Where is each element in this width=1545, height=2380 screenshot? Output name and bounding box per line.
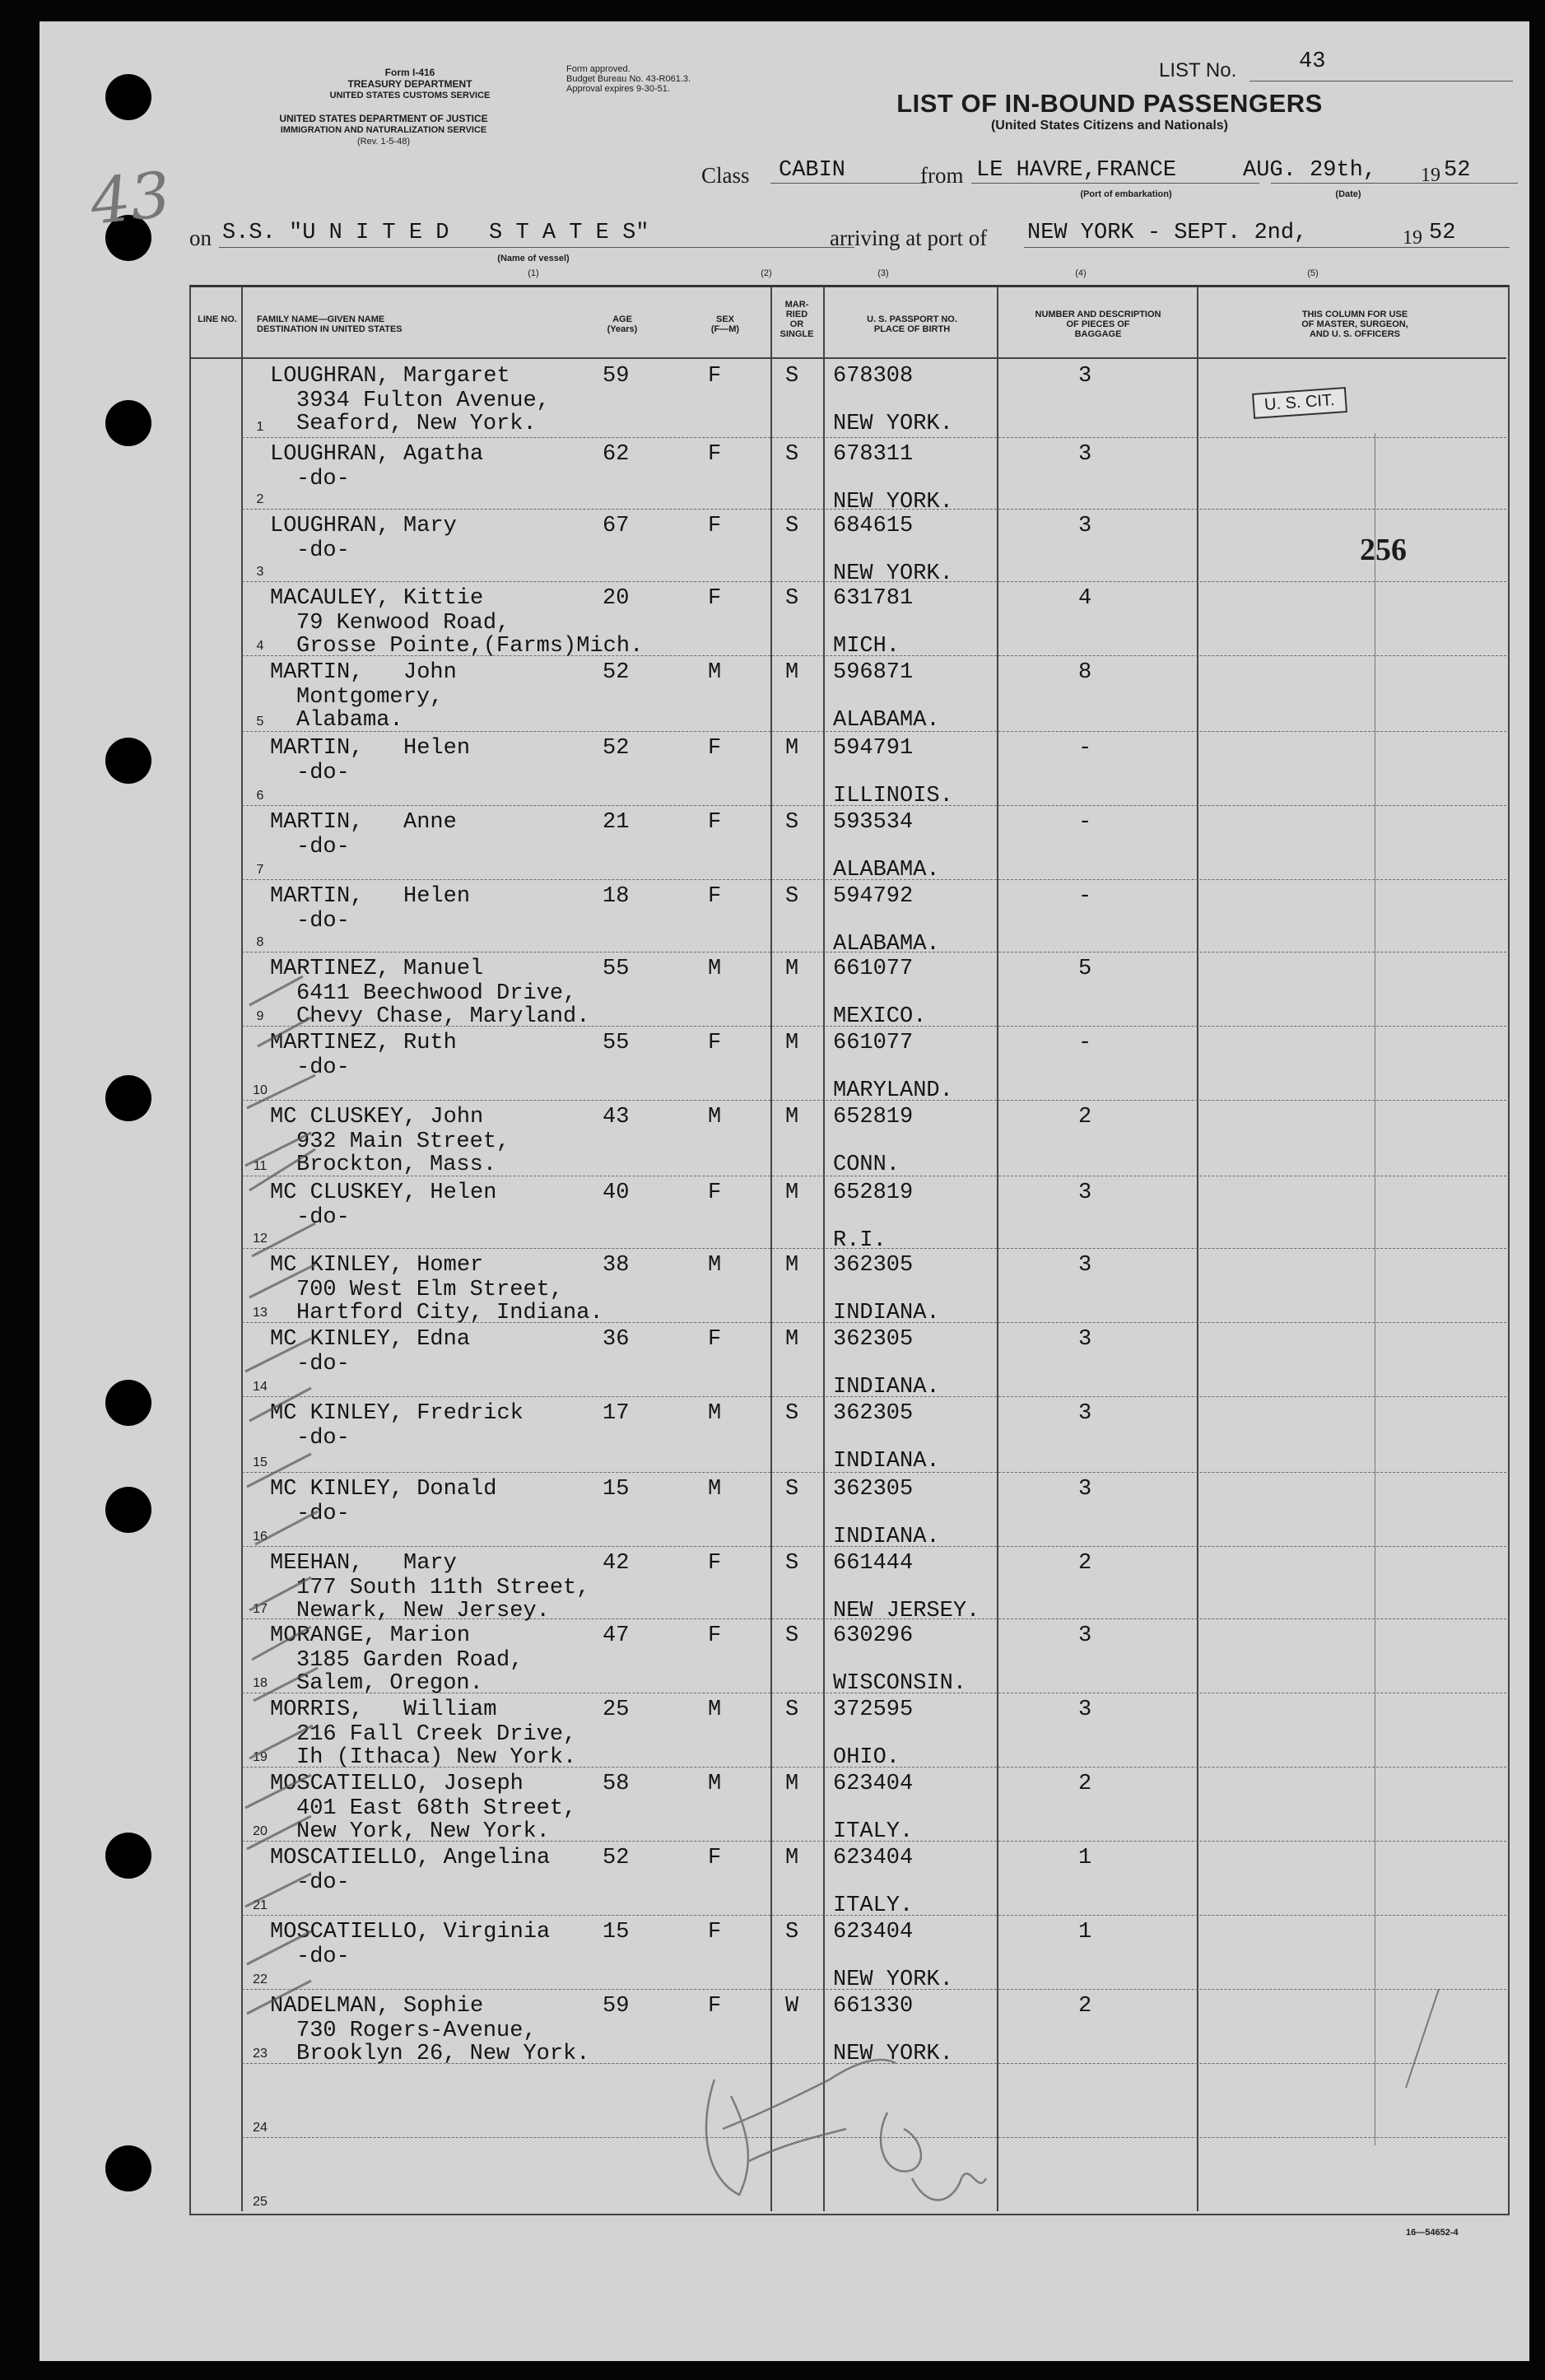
sex: F <box>708 736 722 761</box>
sex: M <box>708 1401 722 1426</box>
passenger-name: MORANGE, Marion <box>270 1623 471 1648</box>
line-number: 18 <box>253 1676 268 1690</box>
passenger-name: MOSCATIELLO, Virginia <box>270 1920 551 1945</box>
line-number: 20 <box>253 1824 268 1838</box>
date-caption: (Date) <box>1335 189 1361 199</box>
passport-number: 623404 <box>833 1920 914 1945</box>
line-number: 16 <box>253 1530 268 1544</box>
destination-line-1: -do- <box>296 1426 350 1451</box>
on-label: on <box>189 226 212 250</box>
passport-number: 362305 <box>833 1401 914 1426</box>
destination-line-1: -do- <box>296 538 350 563</box>
age: 62 <box>603 442 630 467</box>
age: 42 <box>603 1551 630 1576</box>
passenger-name: MOSCATIELLO, Angelina <box>270 1846 551 1870</box>
passenger-name: MARTINEZ, Ruth <box>270 1031 457 1055</box>
baggage-count: 2 <box>1078 1551 1092 1576</box>
passenger-name: NADELMAN, Sophie <box>270 1994 484 2019</box>
destination-line-2: Salem, Oregon. <box>296 1671 483 1696</box>
age: 59 <box>603 1994 630 2019</box>
line-number: 12 <box>253 1232 268 1246</box>
baggage-count: 3 <box>1078 514 1092 538</box>
destination-line-1: -do- <box>296 1205 350 1230</box>
destination-line-1: 3185 Garden Road, <box>296 1648 524 1673</box>
place-of-birth: INDIANA. <box>833 1301 940 1325</box>
age: 21 <box>603 810 630 835</box>
destination-line-2: Hartford City, Indiana. <box>296 1301 603 1325</box>
marital-status: S <box>785 1920 799 1945</box>
arrival-port: NEW YORK - SEPT. 2nd, <box>1027 221 1308 245</box>
passenger-name: MC CLUSKEY, John <box>270 1105 484 1129</box>
marital-status: W <box>785 1994 799 2019</box>
age: 25 <box>603 1698 630 1722</box>
place-of-birth: NEW YORK. <box>833 1968 953 1992</box>
place-of-birth: ALABAMA. <box>833 708 940 733</box>
sex: F <box>708 1623 722 1648</box>
age: 40 <box>603 1181 630 1205</box>
year-value: 52 <box>1444 158 1471 183</box>
marital-status: S <box>785 442 799 467</box>
passport-number: 661077 <box>833 1031 914 1055</box>
line-number: 14 <box>253 1380 268 1394</box>
marital-status: M <box>785 1846 799 1870</box>
baggage-count: - <box>1078 810 1092 835</box>
destination-line-1: 700 West Elm Street, <box>296 1278 564 1302</box>
handwritten-signature <box>706 2060 986 2200</box>
passport-number: 372595 <box>833 1698 914 1722</box>
line-number: 21 <box>253 1898 268 1912</box>
class-label: Class <box>701 163 750 188</box>
destination-line-2: Alabama. <box>296 708 403 733</box>
sex: F <box>708 884 722 909</box>
baggage-count: 3 <box>1078 1401 1092 1426</box>
passenger-name: MARTIN, Helen <box>270 736 471 761</box>
column-2-caption: (2) <box>761 268 772 278</box>
place-of-birth: NEW YORK. <box>833 412 953 436</box>
header-sex: SEX (F—M) <box>710 314 740 334</box>
age: 67 <box>603 514 630 538</box>
place-of-birth: WISCONSIN. <box>833 1671 967 1696</box>
baggage-count: 1 <box>1078 1846 1092 1870</box>
arrival-year-prefix: 19 <box>1403 227 1422 249</box>
sex: M <box>708 957 722 981</box>
passport-number: 652819 <box>833 1105 914 1129</box>
destination-line-1: 932 Main Street, <box>296 1129 510 1154</box>
age: 20 <box>603 586 630 611</box>
year-prefix: 19 <box>1421 165 1440 186</box>
destination-line-1: 6411 Beechwood Drive, <box>296 981 577 1006</box>
passport-number: 594792 <box>833 884 914 909</box>
marital-status: M <box>785 1181 799 1205</box>
age: 38 <box>603 1253 630 1278</box>
passport-number: 623404 <box>833 1846 914 1870</box>
place-of-birth: CONN. <box>833 1153 900 1177</box>
passenger-name: MC KINLEY, Edna <box>270 1327 471 1352</box>
marital-status: S <box>785 364 799 389</box>
sex: M <box>708 1698 722 1722</box>
baggage-count: 4 <box>1078 586 1092 611</box>
sex: F <box>708 586 722 611</box>
passport-number: 596871 <box>833 660 914 685</box>
place-of-birth: MICH. <box>833 634 900 659</box>
passport-number: 623404 <box>833 1772 914 1796</box>
place-of-birth: INDIANA. <box>833 1449 940 1474</box>
line-number: 9 <box>256 1009 264 1023</box>
line-number: 3 <box>256 565 264 579</box>
destination-line-1: -do- <box>296 835 350 859</box>
marital-status: M <box>785 957 799 981</box>
passenger-name: MC KINLEY, Donald <box>270 1477 497 1502</box>
passport-number: 593534 <box>833 810 914 835</box>
line-number: 23 <box>253 2047 268 2061</box>
passenger-name: LOUGHRAN, Mary <box>270 514 457 538</box>
class-value: CABIN <box>779 158 846 183</box>
marital-status: M <box>785 660 799 685</box>
age: 18 <box>603 884 630 909</box>
passport-number: 684615 <box>833 514 914 538</box>
form-number: Form I-416 <box>384 67 435 78</box>
baggage-count: 3 <box>1078 1698 1092 1722</box>
line-number: 6 <box>256 789 264 803</box>
place-of-birth: ITALY. <box>833 1893 914 1918</box>
header-age: AGE (Years) <box>607 314 638 334</box>
baggage-count: - <box>1078 736 1092 761</box>
destination-line-2: Brockton, Mass. <box>296 1153 497 1177</box>
passport-number: 661444 <box>833 1551 914 1576</box>
list-number-label: LIST No. <box>1159 59 1237 82</box>
header-baggage: NUMBER AND DESCRIPTION OF PIECES OF BAGGAGE <box>1035 310 1161 339</box>
approved-label: Form approved. <box>566 64 631 74</box>
place-of-birth: NEW JERSEY. <box>833 1599 980 1623</box>
age: 47 <box>603 1623 630 1648</box>
from-label: from <box>920 163 964 188</box>
passport-number: 631781 <box>833 586 914 611</box>
place-of-birth: MEXICO. <box>833 1004 927 1029</box>
header-officers: THIS COLUMN FOR USE OF MASTER, SURGEON, AND U. S. OFFICERS <box>1301 310 1408 339</box>
age: 52 <box>603 660 630 685</box>
treasury-label: TREASURY DEPARTMENT <box>347 78 472 90</box>
passenger-name: MARTIN, John <box>270 660 457 685</box>
place-of-birth: OHIO. <box>833 1745 900 1770</box>
baggage-count: 3 <box>1078 1477 1092 1502</box>
passenger-name: MARTIN, Helen <box>270 884 471 909</box>
destination-line-1: 401 East 68th Street, <box>296 1796 577 1821</box>
age: 55 <box>603 957 630 981</box>
passenger-name: MC KINLEY, Fredrick <box>270 1401 524 1426</box>
manifest-sheet <box>40 21 1529 2361</box>
passport-number: 678308 <box>833 364 914 389</box>
line-number: 1 <box>256 420 264 434</box>
marital-status: S <box>785 884 799 909</box>
header-passport: U. S. PASSPORT NO. PLACE OF BIRTH <box>867 314 957 334</box>
line-number: 11 <box>253 1159 268 1173</box>
header-name: FAMILY NAME—GIVEN NAME DESTINATION IN UNITED STATES <box>257 314 403 334</box>
marital-status: S <box>785 1623 799 1648</box>
sex: F <box>708 1031 722 1055</box>
baggage-count: - <box>1078 1031 1092 1055</box>
destination-line-1: -do- <box>296 1870 350 1895</box>
line-number: 22 <box>253 1972 268 1986</box>
budget-label: Budget Bureau No. 43-R061.3. <box>566 74 691 84</box>
marital-status: M <box>785 1772 799 1796</box>
passport-number: 652819 <box>833 1181 914 1205</box>
sex: M <box>708 1772 722 1796</box>
line-number: 15 <box>253 1455 268 1469</box>
marital-status: M <box>785 736 799 761</box>
destination-line-1: 79 Kenwood Road, <box>296 611 510 636</box>
sex: F <box>708 1327 722 1352</box>
page-subtitle: (United States Citizens and Nationals) <box>990 119 1229 133</box>
baggage-count: 8 <box>1078 660 1092 685</box>
passenger-name: LOUGHRAN, Margaret <box>270 364 510 389</box>
handwritten-number: 43 <box>86 157 175 239</box>
sex: M <box>708 1253 722 1278</box>
sex: M <box>708 660 722 685</box>
line-number: 4 <box>256 639 264 653</box>
marital-status: S <box>785 1698 799 1722</box>
age: 59 <box>603 364 630 389</box>
line-number: 25 <box>253 2195 268 2209</box>
sex: F <box>708 1846 722 1870</box>
passenger-name: MC CLUSKEY, Helen <box>270 1181 497 1205</box>
marital-status: M <box>785 1327 799 1352</box>
age: 15 <box>603 1920 630 1945</box>
passenger-name: MARTINEZ, Manuel <box>270 957 484 981</box>
destination-line-2: Chevy Chase, Maryland. <box>296 1004 590 1029</box>
page-title: LIST OF IN-BOUND PASSENGERS <box>896 89 1323 118</box>
destination-line-2: Grosse Pointe,(Farms)Mich. <box>296 634 644 659</box>
destination-line-1: -do- <box>296 1055 350 1080</box>
passenger-name: MARTIN, Anne <box>270 810 457 835</box>
line-number: 7 <box>256 863 264 877</box>
marital-status: S <box>785 514 799 538</box>
baggage-count: 2 <box>1078 1105 1092 1129</box>
place-of-birth: ILLINOIS. <box>833 784 953 808</box>
passport-number: 362305 <box>833 1327 914 1352</box>
baggage-count: 3 <box>1078 1623 1092 1648</box>
destination-line-1: 730 Rogers-Avenue, <box>296 2019 537 2043</box>
destination-line-1: 216 Fall Creek Drive, <box>296 1722 577 1747</box>
place-of-birth: NEW YORK. <box>833 2042 953 2066</box>
port-caption: (Port of embarkation) <box>1080 189 1172 199</box>
baggage-count: 3 <box>1078 1327 1092 1352</box>
age: 17 <box>603 1401 630 1426</box>
marital-status: M <box>785 1105 799 1129</box>
column-4-caption: (4) <box>1075 268 1087 278</box>
marital-status: S <box>785 1477 799 1502</box>
destination-line-1: Montgomery, <box>296 685 444 710</box>
destination-line-1: -do- <box>296 761 350 785</box>
destination-line-2: Brooklyn 26, New York. <box>296 2042 590 2066</box>
line-number: 24 <box>253 2121 268 2135</box>
line-number: 5 <box>256 715 264 729</box>
sex: F <box>708 364 722 389</box>
line-number: 13 <box>253 1306 268 1320</box>
passenger-name: MOSCATIELLO, Joseph <box>270 1772 524 1796</box>
passport-number: 362305 <box>833 1253 914 1278</box>
destination-line-2: Seaford, New York. <box>296 412 537 436</box>
passport-number: 661077 <box>833 957 914 981</box>
marital-status: S <box>785 1551 799 1576</box>
age: 15 <box>603 1477 630 1502</box>
passport-number: 362305 <box>833 1477 914 1502</box>
line-number: 17 <box>253 1602 268 1616</box>
revision-label: (Rev. 1-5-48) <box>357 137 410 147</box>
sex: F <box>708 514 722 538</box>
line-number: 8 <box>256 935 264 949</box>
destination-line-1: -do- <box>296 1945 350 1969</box>
sex: F <box>708 1994 722 2019</box>
pencil-marks <box>40 21 1529 2361</box>
sex: F <box>708 1551 722 1576</box>
age: 43 <box>603 1105 630 1129</box>
footer-code: 16—54652-4 <box>1406 2228 1459 2238</box>
age: 55 <box>603 1031 630 1055</box>
column-3-caption: (3) <box>877 268 889 278</box>
destination-line-1: -do- <box>296 1502 350 1526</box>
place-of-birth: R.I. <box>833 1228 887 1253</box>
sex: M <box>708 1105 722 1129</box>
place-of-birth: ALABAMA. <box>833 932 940 957</box>
age: 52 <box>603 1846 630 1870</box>
destination-line-1: -do- <box>296 1352 350 1376</box>
passport-number: 661330 <box>833 1994 914 2019</box>
destination-line-1: 177 South 11th Street, <box>296 1576 590 1600</box>
immigration-label: IMMIGRATION AND NATURALIZATION SERVICE <box>280 125 487 135</box>
baggage-count: 3 <box>1078 1253 1092 1278</box>
marital-status: M <box>785 1031 799 1055</box>
list-number: 43 <box>1299 49 1326 74</box>
passenger-name: MC KINLEY, Homer <box>270 1253 484 1278</box>
marital-status: M <box>785 1253 799 1278</box>
place-of-birth: NEW YORK. <box>833 561 953 586</box>
sex: F <box>708 810 722 835</box>
destination-line-2: New York, New York. <box>296 1819 550 1844</box>
justice-label: UNITED STATES DEPARTMENT OF JUSTICE <box>279 113 488 124</box>
age: 52 <box>603 736 630 761</box>
place-of-birth: NEW YORK. <box>833 490 953 515</box>
customs-label: UNITED STATES CUSTOMS SERVICE <box>329 91 491 100</box>
baggage-count: 3 <box>1078 364 1092 389</box>
passenger-name: LOUGHRAN, Agatha <box>270 442 484 467</box>
vessel-caption: (Name of vessel) <box>497 254 570 263</box>
sex: F <box>708 1181 722 1205</box>
column-5-caption: (5) <box>1307 268 1319 278</box>
sex: F <box>708 1920 722 1945</box>
baggage-count: 1 <box>1078 1920 1092 1945</box>
citizen-stamp: U. S. CIT. <box>1252 387 1347 419</box>
vessel-name: S.S. "U N I T E D S T A T E S" <box>222 221 649 245</box>
arriving-label: arriving at port of <box>830 226 988 250</box>
destination-line-1: 3934 Fulton Avenue, <box>296 389 550 413</box>
port-of-embarkation: LE HAVRE,FRANCE <box>976 158 1177 183</box>
sex: M <box>708 1477 722 1502</box>
passenger-name: MORRIS, William <box>270 1698 497 1722</box>
arrival-year: 52 <box>1429 221 1456 245</box>
passenger-name: MACAULEY, Kittie <box>270 586 484 611</box>
embarkation-date: AUG. 29th, <box>1243 158 1377 183</box>
destination-line-1: -do- <box>296 467 350 491</box>
stamp-number: 256 <box>1360 533 1407 567</box>
passenger-name: MEEHAN, Mary <box>270 1551 457 1576</box>
passport-number: 678311 <box>833 442 914 467</box>
line-number: 10 <box>253 1083 268 1097</box>
column-1-caption: (1) <box>528 268 539 278</box>
place-of-birth: ITALY. <box>833 1819 914 1844</box>
destination-line-1: -do- <box>296 909 350 934</box>
age: 36 <box>603 1327 630 1352</box>
destination-line-2: Newark, New Jersey. <box>296 1599 550 1623</box>
passport-number: 630296 <box>833 1623 914 1648</box>
sex: F <box>708 442 722 467</box>
destination-line-2: Ih (Ithaca) New York. <box>296 1745 577 1770</box>
baggage-count: 3 <box>1078 442 1092 467</box>
baggage-count: - <box>1078 884 1092 909</box>
marital-status: S <box>785 810 799 835</box>
baggage-count: 3 <box>1078 1181 1092 1205</box>
marital-status: S <box>785 1401 799 1426</box>
place-of-birth: INDIANA. <box>833 1525 940 1549</box>
place-of-birth: MARYLAND. <box>833 1078 953 1103</box>
baggage-count: 2 <box>1078 1994 1092 2019</box>
place-of-birth: INDIANA. <box>833 1375 940 1400</box>
line-number: 19 <box>253 1750 268 1764</box>
expires-label: Approval expires 9-30-51. <box>566 84 670 94</box>
baggage-count: 5 <box>1078 957 1092 981</box>
baggage-count: 2 <box>1078 1772 1092 1796</box>
header-married: MAR- RIED OR SINGLE <box>779 300 814 339</box>
header-line-no: LINE NO. <box>198 314 237 324</box>
marital-status: S <box>785 586 799 611</box>
age: 58 <box>603 1772 630 1796</box>
line-number: 2 <box>256 492 264 506</box>
place-of-birth: ALABAMA. <box>833 858 940 883</box>
passport-number: 594791 <box>833 736 914 761</box>
